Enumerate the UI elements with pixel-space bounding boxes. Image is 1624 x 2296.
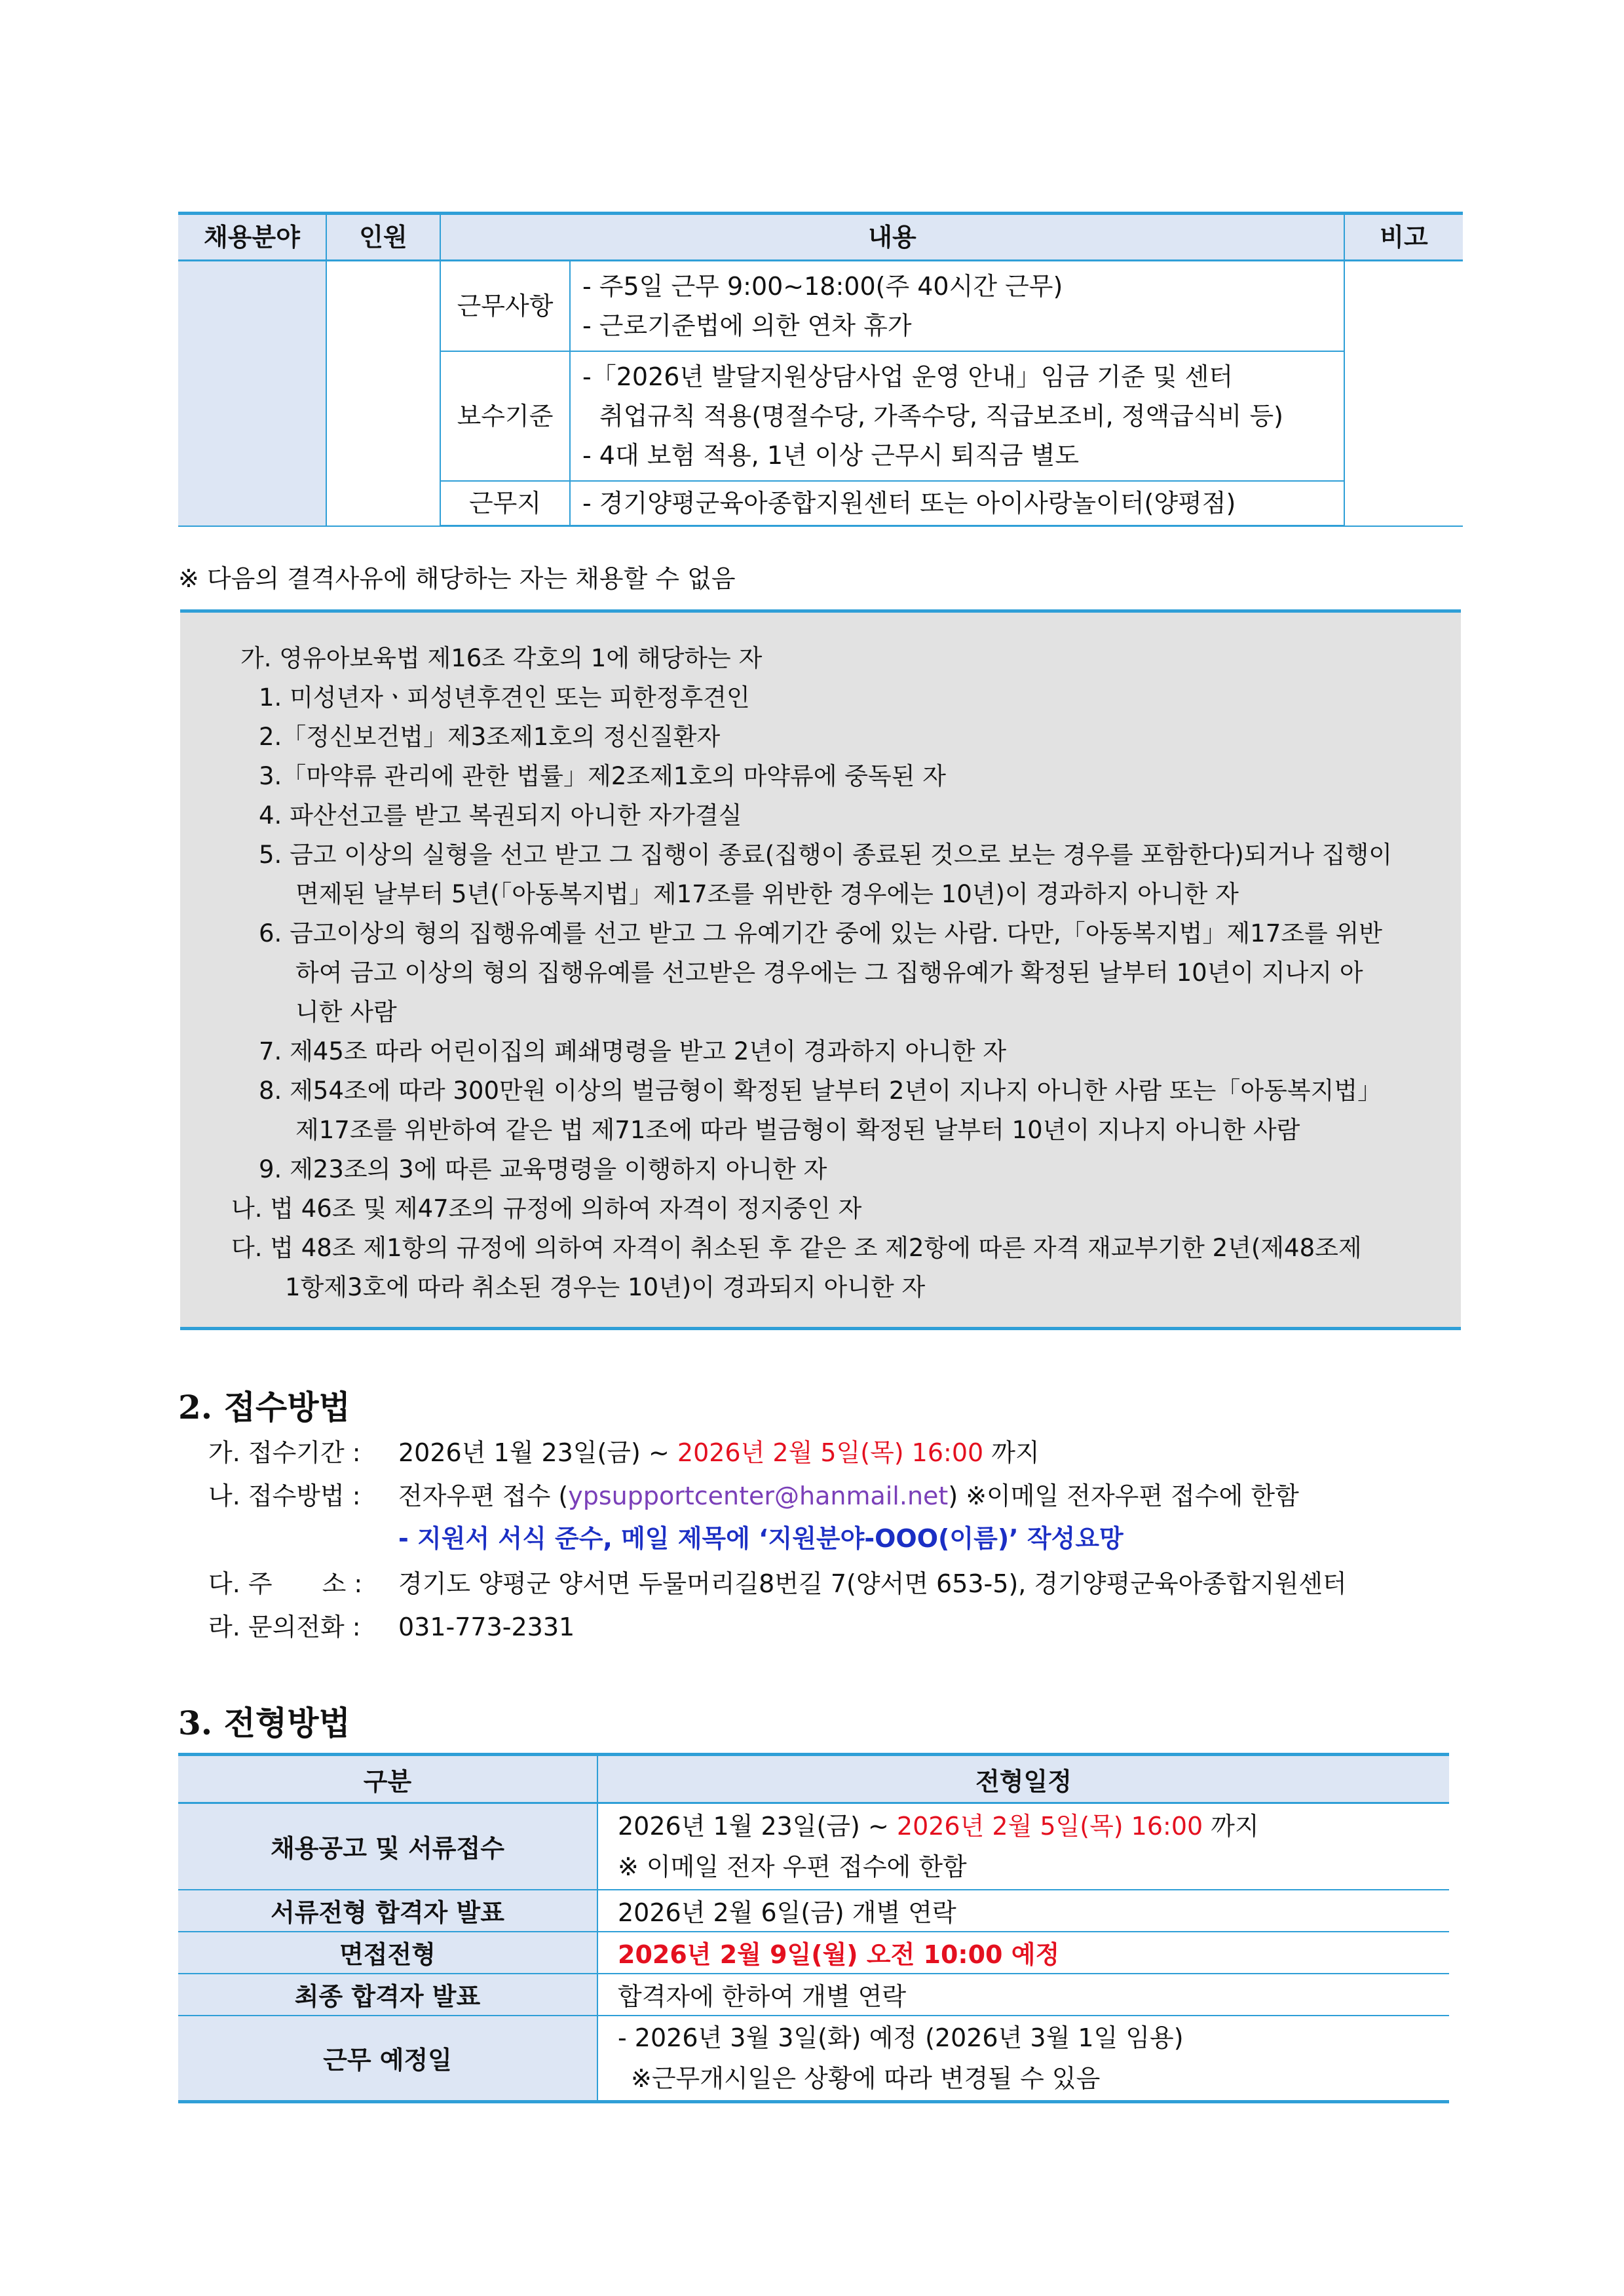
dq-line: 하여 금고 이상의 형의 집행유예를 선고받은 경우에는 그 집행유예가 확정된 날부터 10년이 지나지 아 <box>295 959 1363 987</box>
header-content: 내용 <box>440 214 1344 261</box>
dq-line: 9. 제23조의 3에 따른 교육명령을 이행하지 아니한 자 <box>259 1155 827 1183</box>
period-suffix: 까지 <box>991 1438 1040 1467</box>
header-note: 비고 <box>1344 214 1463 261</box>
email-link[interactable]: ypsupportcenter@hanmail.net <box>568 1482 949 1510</box>
dq-line: 다. 법 48조 제1항의 규정에 의하여 자격이 취소된 후 같은 조 제2항에 따른 자격 재교부기한 2년(제48조제 <box>231 1234 1362 1262</box>
dq-line: 4. 파산선고를 받고 복권되지 아니한 자가결실 <box>259 801 742 830</box>
dq-line: 1. 미성년자ㆍ피성년후견인 또는 피한정후견인 <box>259 683 750 712</box>
dq-line: 8. 제54조에 따라 300만원 이상의 벌금형이 확정된 날부터 2년이 지나지 아니한 사람 또는「아동복지법」 <box>259 1077 1382 1105</box>
header-category: 구분 <box>178 1755 597 1803</box>
row-label-pay: 보수기준 <box>440 351 570 481</box>
period-start: 2026년 1월 23일(금) ~ <box>398 1438 670 1467</box>
recruitment-table <box>178 212 1463 527</box>
period-value <box>398 1436 1040 1469</box>
dq-line: 2.「정신보건법」제3조제1호의 정신질환자 <box>259 723 721 751</box>
content-line: - 근로기준법에 의한 연차 휴가 <box>582 311 912 340</box>
row-content-pay <box>570 351 1344 481</box>
method-prefix: 전자우편 접수 ( <box>398 1482 569 1510</box>
dq-line: 가. 영유아보육법 제16조 각호의 1에 해당하는 자 <box>240 644 763 672</box>
header-field: 채용분야 <box>178 214 326 261</box>
dq-line: 니한 사람 <box>295 998 397 1026</box>
dq-line: 5. 금고 이상의 실형을 선고 받고 그 집행이 종료(집행이 종료된 것으로 보는 경우를 포함한다)되거나 집행이 <box>259 841 1392 869</box>
address-value: 경기도 양평군 양서면 두물머리길8번길 7(양서면 653-5), 경기양평군육아종합지원센터 <box>398 1569 1347 1598</box>
stage-label: 서류전형 합격자 발표 <box>178 1890 597 1932</box>
content-line: - 경기양평군육아종합지원센터 또는 아이사랑놀이터(양평점) <box>582 489 1236 518</box>
note-cell <box>1344 261 1463 526</box>
stage-value <box>597 1803 1449 1890</box>
method-label: 나. 접수방법 : <box>208 1482 361 1510</box>
section-title-selection: 3. 전형방법 <box>178 1704 350 1742</box>
method-value <box>398 1480 1299 1512</box>
schedule-line: - 2026년 3월 3일(화) 예정 (2026년 3월 1일 임용) <box>618 2023 1184 2052</box>
content-line: - 주5일 근무 9:00~18:00(주 40시간 근무) <box>582 272 1063 301</box>
disqualification-note: ※ 다음의 결격사유에 해당하는 자는 채용할 수 없음 <box>178 564 736 593</box>
disqualification-box <box>180 609 1461 1330</box>
stage-value: 합격자에 한하여 개별 연락 <box>597 1974 1449 2016</box>
stage-value: 2026년 2월 9일(월) 오전 10:00 예정 <box>597 1932 1449 1974</box>
header-headcount: 인원 <box>326 214 440 261</box>
selection-table <box>178 1753 1449 2103</box>
dq-line: 6. 금고이상의 형의 집행유예를 선고 받고 그 유예기간 중에 있는 사람. 다만,「아동복지법」제17조를 위반 <box>259 919 1382 947</box>
schedule-line: ※근무개시일은 상황에 따라 변경될 수 있음 <box>631 2063 1101 2093</box>
content-line: 취업규칙 적용(명절수당, 가족수당, 직급보조비, 정액급식비 등) <box>599 402 1283 430</box>
headcount-cell <box>326 261 440 526</box>
phone-value: 031-773-2331 <box>398 1613 575 1641</box>
stage-label: 채용공고 및 서류접수 <box>178 1803 597 1890</box>
schedule-line: 2026년 1월 23일(금) ~ 2026년 2월 5일(목) 16:00 까지 <box>618 1811 1259 1841</box>
dq-line: 제17조를 위반하여 같은 법 제71조에 따라 벌금형이 확정된 날부터 10년이 지나지 아니한 사람 <box>295 1116 1300 1144</box>
schedule-line: ※ 이메일 전자 우편 접수에 한함 <box>618 1852 967 1881</box>
row-content-location <box>570 481 1344 526</box>
stage-label: 최종 합격자 발표 <box>178 1974 597 2016</box>
dq-line: 7. 제45조 따라 어린이집의 폐쇄명령을 받고 2년이 경과하지 아니한 자 <box>259 1037 1007 1065</box>
stage-label: 근무 예정일 <box>178 2016 597 2102</box>
stage-value: 2026년 2월 6일(금) 개별 연락 <box>597 1890 1449 1932</box>
field-cell <box>178 261 326 526</box>
stage-label: 면접전형 <box>178 1932 597 1974</box>
phone-label: 라. 문의전화 : <box>208 1613 361 1641</box>
content-line: - 4대 보험 적용, 1년 이상 근무시 퇴직금 별도 <box>582 441 1080 470</box>
row-label-work: 근무사항 <box>440 261 570 352</box>
method-suffix: ) ※이메일 전자우편 접수에 한함 <box>948 1482 1299 1510</box>
row-content-work <box>570 261 1344 352</box>
dq-line: 나. 법 46조 및 제47조의 규정에 의하여 자격이 정지중인 자 <box>231 1195 862 1223</box>
period-end: 2026년 2월 5일(목) 16:00 <box>677 1438 984 1467</box>
header-schedule: 전형일정 <box>597 1755 1449 1803</box>
dq-line: 3.「마약류 관리에 관한 법률」제2조제1호의 마약류에 중독된 자 <box>259 762 947 790</box>
row-label-location: 근무지 <box>440 481 570 526</box>
content-line: -「2026년 발달지원상담사업 운영 안내」임금 기준 및 센터 <box>582 362 1234 391</box>
section-title-application: 2. 접수방법 <box>178 1388 350 1426</box>
dq-line: 1항제3호에 따라 취소된 경우는 10년)이 경과되지 아니한 자 <box>285 1273 926 1301</box>
method-note: - 지원서 서식 준수, 메일 제목에 ‘지원분야-OOO(이름)’ 작성요망 <box>398 1524 1124 1553</box>
dq-line: 면제된 날부터 5년(「아동복지법」제17조를 위반한 경우에는 10년)이 경과하지 아니한 자 <box>295 880 1239 908</box>
stage-value <box>597 2016 1449 2102</box>
address-label: 다. 주 소 : <box>208 1569 363 1598</box>
period-label: 가. 접수기간 : <box>208 1438 361 1467</box>
